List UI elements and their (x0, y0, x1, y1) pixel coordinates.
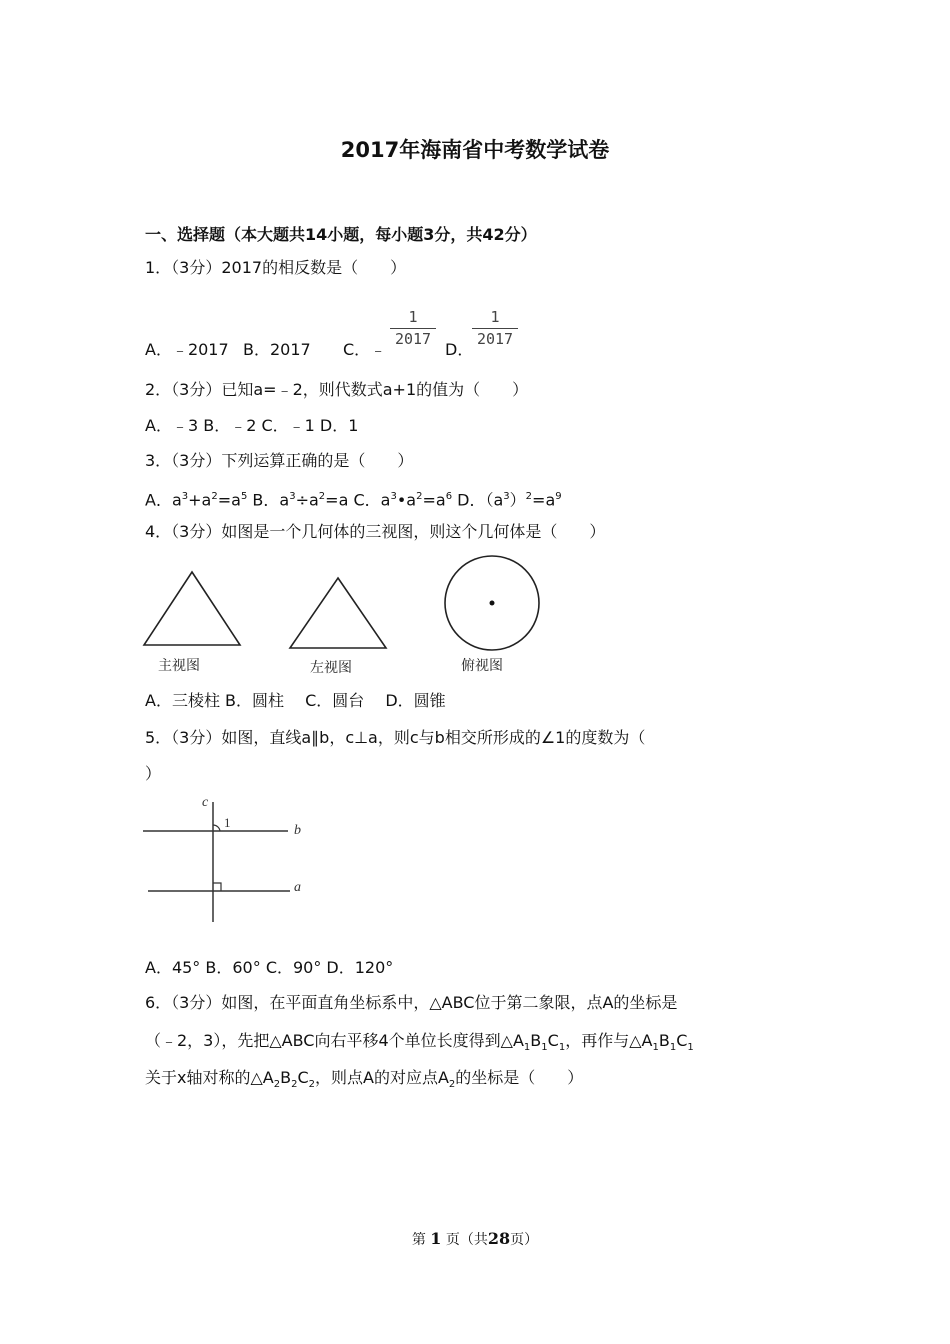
top-view-caption: 俯视图 (461, 658, 503, 674)
q1-option-d-prefix: D． (445, 340, 474, 359)
question-5-stem-line-1: 5．（3分）如图，直线a∥b，c⊥a，则c与b相交所形成的∠1的度数为（ (145, 728, 646, 747)
q1-option-d-fraction (472, 308, 518, 348)
page-footer: 第 1 页（共28页） (411, 1229, 539, 1248)
question-1-stem: 1．（3分）2017的相反数是（ ） (145, 258, 407, 277)
question-3-stem: 3．（3分）下列运算正确的是（ ） (145, 451, 414, 470)
question-4-stem: 4．（3分）如图是一个几何体的三视图，则这个几何体是（ ） (145, 522, 606, 541)
parallel-lines-figure (140, 790, 320, 925)
question-5-options: A．45° B．60° C．90° D．120° (145, 958, 394, 977)
question-6-stem-line-3: 关于x轴对称的$\triangle A_2B_2C_2$，则点A的对应点$A_2$的坐标是（ ） (145, 1068, 584, 1091)
current-page: 1 (430, 1229, 442, 1248)
total-pages: 28 (487, 1229, 511, 1248)
top-view-center-dot (490, 601, 495, 606)
label-angle-1: 1 (224, 815, 231, 830)
left-view-triangle (290, 578, 386, 648)
question-3-options: A．$a^3+a^2=a^5$ B．$a^3\div a^2=a$ C．$a^3•a^2=a^6$ D．$(a^3)^2=a^9$ (145, 490, 562, 510)
question-2-stem: 2．（3分）已知a=﹣2，则代数式a+1的值为（ ） (145, 380, 529, 399)
three-views-figure (140, 552, 550, 652)
page-title: 2017年海南省中考数学试卷 (340, 138, 610, 162)
section-heading: 一、选择题（本大题共14小题，每小题3分，共42分） (145, 225, 537, 244)
q1-option-c-fraction (390, 308, 436, 348)
left-view-caption: 左视图 (310, 660, 352, 676)
fraction-numerator: 1 (390, 308, 436, 329)
label-c: c (202, 795, 209, 810)
label-b: b (294, 823, 301, 838)
right-angle-mark (213, 883, 221, 891)
question-5-stem-line-2: ） (145, 764, 162, 783)
question-4-options: A．三棱柱 B．圆柱 C．圆台 D．圆锥 (145, 691, 446, 710)
fraction-denominator: 2017 (394, 330, 432, 348)
angle-1-arc (213, 825, 220, 831)
q1-option-b: B．2017 (243, 340, 311, 359)
q1-option-c-prefix: C．﹣ (343, 340, 387, 359)
q1-option-a: A．﹣2017 (145, 340, 229, 359)
front-view-caption: 主视图 (158, 658, 200, 674)
question-2-options: A．﹣3 B．﹣2 C．﹣1 D．1 (145, 416, 359, 435)
question-6-stem-line-1: 6．（3分）如图，在平面直角坐标系中，△ABC位于第二象限，点A的坐标是 (145, 993, 678, 1012)
question-6-stem-line-2: （﹣2，3），先把△ABC向右平移4个单位长度得到$\triangle A_1B_1C_1$，再作与$\triangle A_1B_1C_1$ (145, 1031, 694, 1054)
label-a: a (294, 880, 301, 895)
fraction-numerator: 1 (472, 308, 518, 329)
fraction-denominator: 2017 (476, 330, 514, 348)
front-view-triangle (144, 572, 240, 645)
